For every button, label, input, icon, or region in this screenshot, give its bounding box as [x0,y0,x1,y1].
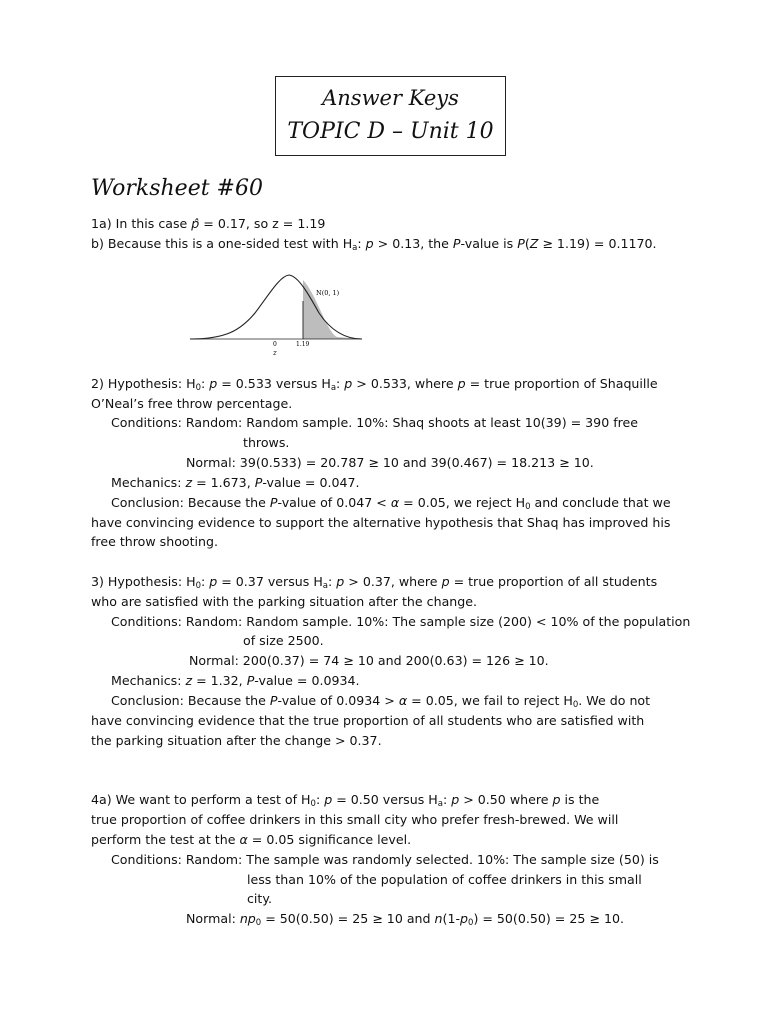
title-box [275,76,506,156]
q4-line-1: 4a) We want to perform a test of $H_0$: p = 0.50 versus $H_a$: p > 0.50 where p is the [91,792,600,809]
tick-1-19: 1.19 [296,341,310,348]
q3-conditions: Conditions: Random: Random sample. 10%: The sample size (200) < 10% of the population [111,614,691,629]
q2-normal: Normal: 39(0.533) = 20.787 ≥ 10 and 39(0.467) = 18.213 ≥ 10. [186,455,594,470]
title-line-2: TOPIC D – Unit 10 [287,119,494,144]
q2-conclusion-3: free throw shooting. [91,534,219,549]
q2-mechanics: Mechanics: z = 1.673, P-value = 0.047. [111,475,360,490]
q1b-line: b) Because this is a one-sided test with $H_a$: p > 0.13, the P-value is P(Z ≥ 1.19) = 0.1170. [91,236,657,253]
title-line-1: Answer Keys [322,86,459,110]
curve-line [190,275,362,339]
axis-label-z: z [273,349,277,357]
q3-normal: Normal: 200(0.37) = 74 ≥ 10 and 200(0.63) = 126 ≥ 10. [189,653,549,668]
q1a-line: 1a) In this case p̂ = 0.17, so z = 1.19 [91,216,326,231]
q4-line-3: perform the test at the α = 0.05 significance level. [91,832,412,847]
q3-conclusion: Conclusion: Because the P-value of 0.0934 > α = 0.05, we fail to reject $H_0$. We do not [111,693,651,710]
q3-mechanics: Mechanics: z = 1.32, P-value = 0.0934. [111,673,360,688]
tick-0: 0 [273,341,277,348]
q2-conclusion: Conclusion: Because the P-value of 0.047 < α = 0.05, we reject $H_0$ and conclude that we [111,495,671,512]
q2-line-2: O’Neal’s free throw percentage. [91,396,293,411]
q2-conditions-cont: throws. [243,435,290,450]
q4-normal: Normal: $np_0 = 50(0.50) = 25 \ge 10$ and $n(1-p_0) = 50(0.50) = 25 \ge 10$. [186,911,624,928]
worksheet-title: Worksheet #60 [91,176,263,201]
normal-curve-figure [185,273,365,365]
q4-conditions: Conditions: Random: The sample was randomly selected. 10%: The sample size (50) is [111,852,659,867]
curve-label: N(0, 1) [316,289,340,297]
q3-hypothesis-line: 3) Hypothesis: $H_0$: p = 0.37 versus $H_a$: p > 0.37, where p = true proportion of all students [91,574,658,591]
q4-conditions-cont-2: city. [247,891,273,906]
q2-conditions: Conditions: Random: Random sample. 10%: Shaq shoots at least 10(39) = 390 free [111,415,639,430]
q2-conclusion-2: have convincing evidence to support the alternative hypothesis that Shaq has improved his [91,515,671,530]
q3-conclusion-2: have convincing evidence that the true proportion of all students who are satisfied with [91,713,645,728]
q4-line-2: true proportion of coffee drinkers in this small city who prefer fresh-brewed. We will [91,812,619,827]
q3-line-2: who are satisfied with the parking situation after the change. [91,594,478,609]
q4-conditions-cont: less than 10% of the population of coffee drinkers in this small [247,872,642,887]
q2-hypothesis-line: 2) Hypothesis: $H_0$: p = 0.533 versus $H_a$: p > 0.533, where p = true proportion of Shaquille [91,376,658,393]
q3-conditions-cont: of size 2500. [243,633,324,648]
q3-conclusion-3: the parking situation after the change > 0.37. [91,733,382,748]
